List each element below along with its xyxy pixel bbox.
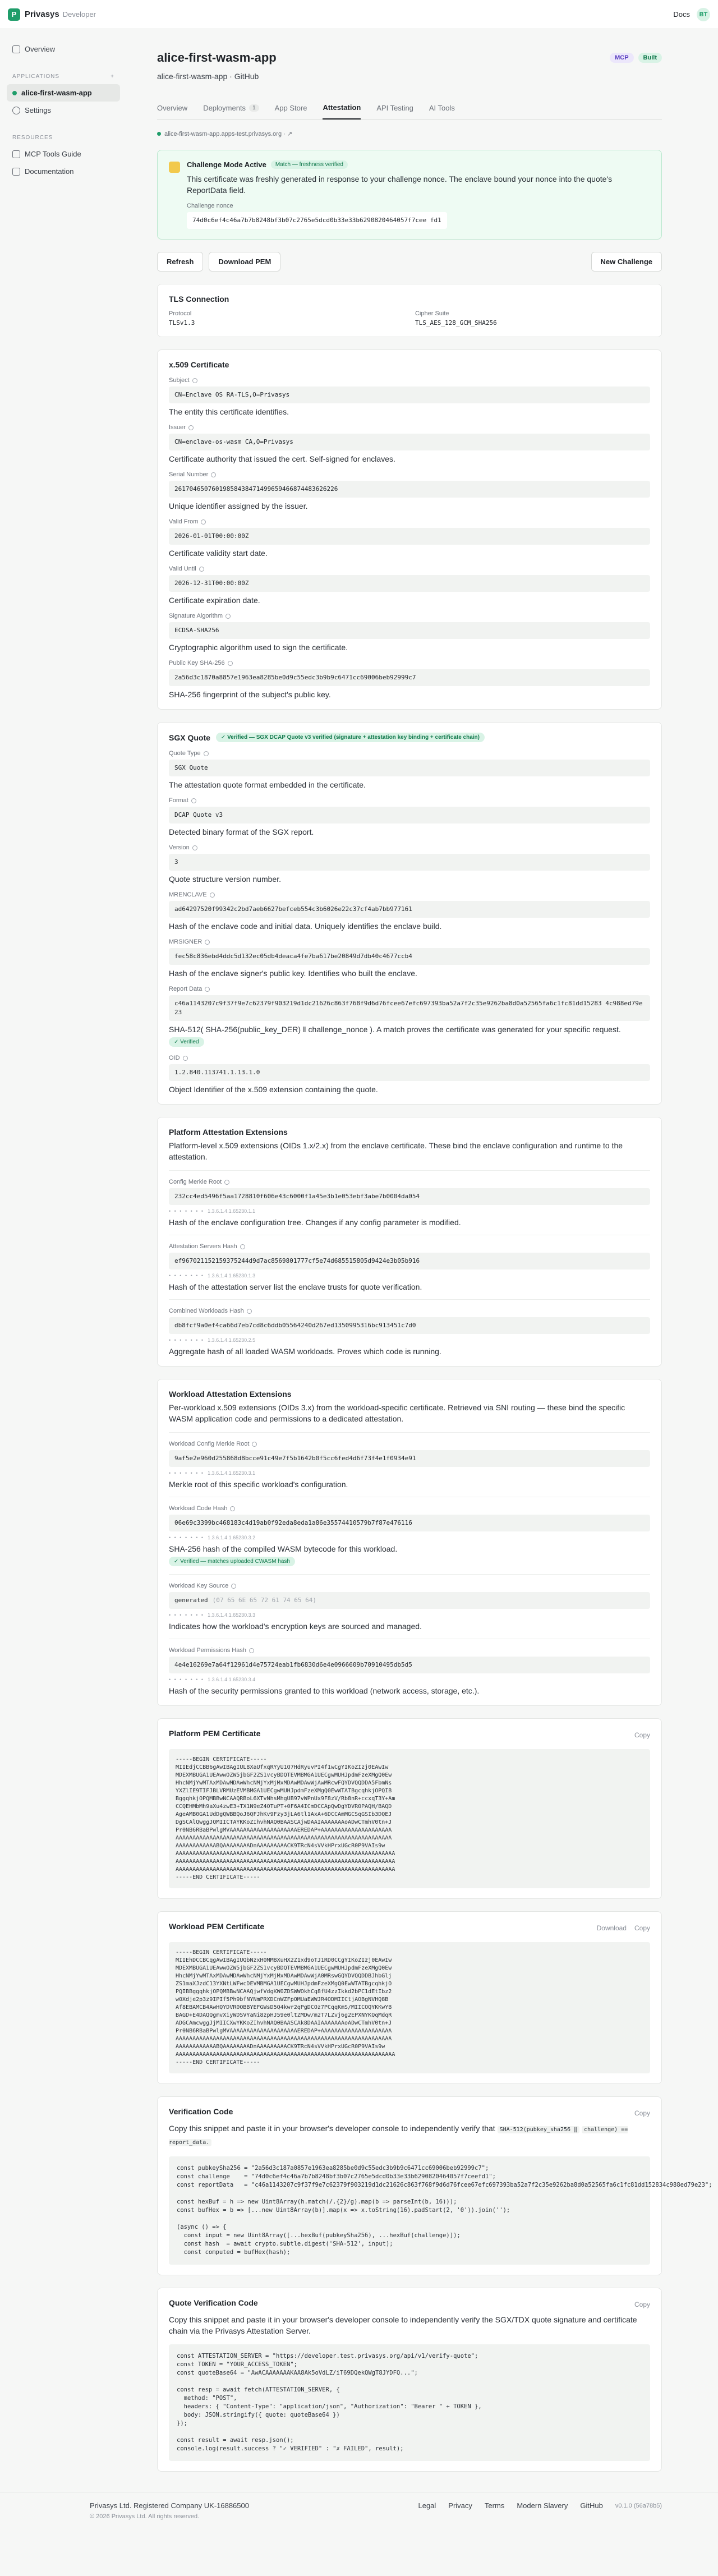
grid-icon bbox=[12, 45, 20, 53]
intro-code: SHA-512(pubkey_sha256 ‖ bbox=[498, 2126, 579, 2133]
field-block bbox=[169, 1639, 650, 1695]
quote-verification-intro: Copy this snippet and paste it in your browser's developer console to independently verify the SGX/TDX quote signature and certificate chain via the Privasys Attestation Server. bbox=[169, 2315, 637, 2335]
field-block bbox=[169, 1235, 650, 1291]
field-label-row bbox=[169, 1308, 650, 1314]
info-icon[interactable] bbox=[199, 567, 204, 572]
field-label: Serial Number bbox=[169, 471, 209, 478]
info-icon[interactable] bbox=[205, 940, 210, 945]
download-pem-button[interactable]: Download PEM bbox=[209, 252, 280, 272]
field-block bbox=[169, 660, 650, 699]
field-description: Certificate authority that issued the cert. Self-signed for enclaves. bbox=[169, 454, 395, 463]
field-value: 2026-12-31T00:00:00Z bbox=[169, 575, 650, 592]
info-icon[interactable] bbox=[228, 661, 233, 666]
copy-button[interactable]: Copy bbox=[634, 1924, 650, 1932]
quote-verified-pill: ✓ Verified — SGX DCAP Quote v3 verified (signature + attestation key binding + certificate chain) bbox=[216, 733, 485, 742]
oid-value: 1.3.6.1.4.1.65230.3.3 bbox=[208, 1612, 256, 1618]
card-intro: Per-workload x.509 extensions (OIDs 3.x) from the workload-specific certificate. Retrieved via SNI routing — these bind the specific WASM application code and permissions to a dedicated attestation. bbox=[169, 1403, 625, 1423]
field-label: Quote Type bbox=[169, 750, 201, 757]
card-intro: Platform-level x.509 extensions (OIDs 1.x/2.x) from the enclave certificate. These bind the enclave configuration and runtime to the attestation. bbox=[169, 1141, 623, 1161]
intro-code-tail: challenge) == report_data. bbox=[169, 2127, 628, 2146]
applications-section-label bbox=[12, 73, 114, 80]
info-icon[interactable] bbox=[210, 893, 215, 898]
info-icon[interactable] bbox=[201, 519, 206, 525]
field-block bbox=[169, 424, 650, 463]
field-label-row bbox=[169, 1441, 650, 1447]
field-description: Hash of the enclave configuration tree. Changes if any config parameter is modified. bbox=[169, 1218, 461, 1227]
field-label-row bbox=[169, 1647, 650, 1654]
status-badge: Built bbox=[638, 53, 662, 63]
field-description: The entity this certificate identifies. bbox=[169, 407, 289, 416]
field-label-row bbox=[169, 471, 650, 478]
tab-deployments[interactable] bbox=[203, 98, 259, 119]
resources-section-label bbox=[12, 135, 114, 141]
challenge-description: This certificate was freshly generated in response to your challenge nonce. The enclave bound your nonce into the quote's ReportData field. bbox=[187, 174, 613, 195]
field-label: Config Merkle Root bbox=[169, 1179, 222, 1185]
field-label: Workload Permissions Hash bbox=[169, 1647, 246, 1654]
field-description: Indicates how the workload's encryption keys are sourced and managed. bbox=[169, 1622, 422, 1631]
tab-bar bbox=[157, 98, 662, 120]
field-label: Valid From bbox=[169, 518, 199, 525]
card-title: x.509 Certificate bbox=[169, 360, 229, 369]
brand-name[interactable]: Privasys bbox=[25, 10, 59, 19]
workload-pem-text: -----BEGIN CERTIFICATE----- MIIEhDCCBCqgAwIBAgIUQbNzxH0MM8XuHX2Z1xd9oTJ1RD0CCgYIKoZIzj0EAwIw MDEXMBUGA1UEAwwOZW5jbGF2ZS1vcyBDQTEVMBMGA1UECgwMUHJpdmFzeXMgQ0Ew HhcNMjYwMTAxMDAwMDAwWhcNMjYxMjMxMDAwMDAwWjA0MRswGQYDVQQDDBJhbGlj ZS1maXJzdC13YXNtLWFwcDEVMBMGA1UECgwMUHJpdmFzeXMgQ0EwWTATBgcqhkjO PQIBBggqhkjOPQMBBwNCAAQjwfVdgKW0ZDSWWOkhCq8fU4zzIkkd2bPC1dEtIbz2 w0Xdje2p3z9IPIf5Ph9bfNYNmPRXDCnWZFpOMUaEWWJR4ODMIICtjAOBgNVHQ8B Af8EBAMCB4AwHQYDVR0OBBYEFGWsD5Q4kwr2qPgDCOz7PCqqKmS/MIICOQYKKwYB BAGD+E4DAQQgmvXiyWDSVYaNi8zpHJ59e0ltZMDw/m2T7LZvj6g2EPXNYKQqMdqR ADGCAmcwggJjMIICXwYKKoZIhvhNAQ0BAASCAk8DAAIAAAAAAAoADwCTmhV0tn+J Pr0NB6RBaBPwlgMVAAAAAAAAAAAAAAAAAAAAEREDAP+AAAAAAAAAAAAAAAAAAAAA AAAAAAAAAAAAAAAAAAAAAAAAAAAAAAAAAAAAAAAAAAAAAAAAAAAAAAAAAAAAAAAA AAAAAAAAAAAABQAAAAAAAADnAAAAAAAAACK9TRcN4sVVkHPrxUGcR0P9VAIs9w AAAAAAAAAAAAAAAAAAAAAAAAAAAAAAAAAAAAAAAAAAAAAAAAAAAAAAAAAAAAAAAAA -----END CERTIFICATE----- bbox=[169, 1942, 650, 2073]
tab-api-testing[interactable] bbox=[376, 98, 413, 119]
tab-attestation[interactable] bbox=[323, 98, 361, 119]
oid-value: 1.3.6.1.4.1.65230.2.5 bbox=[208, 1337, 256, 1343]
verified-pill: ✓ Verified — matches uploaded CWASM hash bbox=[169, 1557, 295, 1566]
intro-text: Copy this snippet and paste it in your browser's developer console to independently verify that bbox=[169, 2124, 495, 2133]
info-icon[interactable] bbox=[231, 1584, 236, 1589]
copy-button[interactable]: Copy bbox=[634, 1731, 650, 1739]
info-icon[interactable] bbox=[240, 1244, 245, 1249]
field-label-row bbox=[169, 1055, 650, 1061]
field-value: c46a1143207c9f37f9e7c62379f903219d1dc21626c863f768f9d6d76fcee67efc697393ba52a7f2c35e9262ba8d0a52565fa6c1fc81dd15283 4c988ed79e23 bbox=[169, 995, 650, 1021]
sidebar-item-documentation[interactable] bbox=[7, 163, 120, 180]
info-icon[interactable] bbox=[183, 1056, 188, 1061]
field-value: SGX Quote bbox=[169, 760, 650, 776]
info-icon[interactable] bbox=[191, 798, 196, 803]
sidebar-item-label: MCP Tools Guide bbox=[25, 150, 81, 158]
verification-code-card bbox=[157, 2096, 712, 2275]
oid-dots: • • • • • • • bbox=[169, 1535, 205, 1540]
footer bbox=[0, 2492, 718, 2531]
new-challenge-button[interactable]: New Challenge bbox=[591, 252, 662, 272]
field-label: Signature Algorithm bbox=[169, 613, 223, 619]
field-label: Workload Key Source bbox=[169, 1583, 229, 1589]
field-block bbox=[169, 1432, 650, 1489]
field-label: Attestation Servers Hash bbox=[169, 1243, 237, 1250]
main-content bbox=[90, 29, 718, 2554]
field-value: db8fcf9a0ef4ca66d7eb7cd8c6ddb05564240d267ed1350995316bc913451c7d0 bbox=[169, 1317, 650, 1334]
field-description: Merkle root of this specific workload's configuration. bbox=[169, 1480, 348, 1489]
field-value: 9af5e2e960d255868d8bcce91c49e7f5b1642b0f5cc6fed4d6f73f4e1f0934e91 bbox=[169, 1450, 650, 1467]
field-label-row bbox=[169, 986, 650, 992]
tls-connection-card bbox=[157, 284, 662, 337]
user-avatar[interactable]: BT bbox=[697, 8, 710, 21]
field-description: Aggregate hash of all loaded WASM workloads. Proves which code is running. bbox=[169, 1347, 441, 1356]
tab-overview[interactable] bbox=[157, 98, 187, 119]
field-description: SHA-512( SHA-256(public_key_DER) ‖ challenge_nonce ). A match proves the certificate was generated for your specific request. bbox=[169, 1025, 621, 1034]
field-label: Workload Config Merkle Root bbox=[169, 1441, 250, 1447]
mcp-badge: MCP bbox=[610, 53, 633, 63]
info-icon[interactable] bbox=[249, 1648, 254, 1653]
oid-row bbox=[169, 1470, 650, 1476]
field-label: Combined Workloads Hash bbox=[169, 1308, 244, 1314]
docs-link[interactable]: Docs bbox=[673, 10, 690, 19]
field-label-row bbox=[169, 518, 650, 525]
cipher-value: TLS_AES_128_GCM_SHA256 bbox=[415, 319, 497, 326]
tab-label: API Testing bbox=[376, 104, 413, 112]
field-label: Valid Until bbox=[169, 565, 196, 572]
platform-extensions-card bbox=[157, 1117, 662, 1367]
quote-verification-snippet[interactable]: const ATTESTATION_SERVER = "https://developer.test.privasys.org/api/v1/verify-quote"; const TOKEN = "YOUR_ACCESS_TOKEN"; const quoteBase64 = "AwACAAAAAAAKAA8Ak5oVdLZ/iT69DQekQWgT8JYDFQ..."; const resp = await fetch(ATTESTATION_SERVER, { method: "POST", headers: { "Content-Type": "application/json", "Authorization": "Bearer " + TOKEN }, body: JSON.stringify({ quote: quoteBase64 }) }); const result = await resp.json(); console.log(result.success ? "✓ VERIFIED" : "✗ FAILED", result); bbox=[169, 2344, 650, 2461]
field-description: Object Identifier of the x.509 extension containing the quote. bbox=[169, 1085, 378, 1094]
field-block bbox=[169, 471, 650, 510]
quote-verification-card bbox=[157, 2288, 662, 2472]
verification-code-snippet[interactable]: const pubkeySha256 = "2a56d3c187a0857e1963ea8285be0d9c55edc3b9b9c6471cc69006beb92999c7"; const challenge = "74d0c6ef4c46a7b7b8248bf3b07c2765e5dcd0b33e33b6290820464057f7ceefd1"; const reportData = "c46a1143207c9f37f9e7c62379f903219d1dc21626c863f768f9d6d76fcee67efc697393ba52a7f2c35e9262ba8d0a52565fa6c1fc81dd152834c988ed79e23"; const hexBuf = h => new Uint8Array(h.match(/.{2}/g).map(b => parseInt(b, 16))); const bufHex = b => [...new Uint8Array(b)].map(x => x.toString(16).padStart(2, '0')).join(''); (async () => { const input = new Uint8Array([...hexBuf(pubkeySha256), ...hexBuf(challenge)]); const hash = await crypto.subtle.digest('SHA-512', input); const computed = bufHex(hash); bbox=[169, 2156, 650, 2265]
field-block bbox=[169, 1055, 650, 1094]
field-label: OID bbox=[169, 1055, 180, 1061]
field-label: Public Key SHA-256 bbox=[169, 660, 225, 666]
top-bar bbox=[0, 0, 718, 29]
cipher-label: Cipher Suite bbox=[415, 310, 449, 317]
field-label-row bbox=[169, 750, 650, 757]
field-value: ef967021152159375244d9d7ac8569801777cf5e74d685515805d9424e3b05b916 bbox=[169, 1253, 650, 1269]
sidebar-item-label: alice-first-wasm-app bbox=[21, 89, 92, 97]
divider bbox=[169, 1299, 650, 1300]
card-title-row bbox=[169, 733, 650, 742]
privasys-logo-icon[interactable]: P bbox=[8, 8, 20, 21]
freshness-pill: Match — freshness verified bbox=[271, 160, 348, 169]
footer-link-github[interactable]: GitHub bbox=[580, 2501, 603, 2510]
challenge-title: Challenge Mode Active bbox=[187, 160, 266, 169]
tab-label: AI Tools bbox=[429, 104, 455, 112]
field-label-row bbox=[169, 1243, 650, 1250]
field-block bbox=[169, 797, 650, 836]
field-label: MRSIGNER bbox=[169, 939, 202, 945]
card-title: Quote Verification Code bbox=[169, 2298, 258, 2307]
app-url-row bbox=[157, 130, 662, 137]
footer-link-legal[interactable]: Legal bbox=[418, 2501, 436, 2510]
field-value: 2026-01-01T00:00:00Z bbox=[169, 528, 650, 545]
field-description: Hash of the security permissions granted to this workload (network access, storage, etc.). bbox=[169, 1686, 480, 1695]
info-icon[interactable] bbox=[224, 1180, 229, 1185]
field-label-row bbox=[169, 797, 650, 804]
tab-label: App Store bbox=[274, 104, 307, 112]
sidebar-item-settings[interactable] bbox=[7, 102, 120, 119]
oid-row bbox=[169, 1677, 650, 1682]
field-label-row bbox=[169, 891, 650, 898]
field-block bbox=[169, 613, 650, 652]
field-description: Quote structure version number. bbox=[169, 875, 281, 884]
oid-value: 1.3.6.1.4.1.65230.1.3 bbox=[208, 1273, 256, 1278]
field-label: Report Data bbox=[169, 986, 202, 992]
field-label-row bbox=[169, 1179, 650, 1185]
field-label: Workload Code Hash bbox=[169, 1505, 228, 1512]
sgx-quote-card bbox=[157, 722, 662, 1105]
divider bbox=[169, 1432, 650, 1433]
oid-dots: • • • • • • • bbox=[169, 1677, 205, 1682]
app-url-link[interactable]: alice-first-wasm-app.apps-test.privasys.org · ↗ bbox=[164, 131, 293, 137]
copy-button[interactable]: Copy bbox=[634, 2301, 650, 2308]
field-value: fec58c836ebd4ddc5d132ec05db4deaca4fe7ba617be20849d7db40c4677ccb4 bbox=[169, 948, 650, 965]
page-header bbox=[157, 50, 662, 65]
info-icon[interactable] bbox=[192, 378, 197, 383]
footer-link-privacy[interactable]: Privacy bbox=[448, 2501, 472, 2510]
oid-dots: • • • • • • • bbox=[169, 1273, 205, 1278]
info-icon[interactable] bbox=[230, 1506, 235, 1511]
action-buttons bbox=[157, 252, 662, 272]
version-label: v0.1.0 (56a78b5) bbox=[615, 2502, 662, 2509]
field-value: 232cc4ed5496f5aa1728810f606e43c6000f1a45e3b1e053ebf3abe7b0004da054 bbox=[169, 1188, 650, 1205]
oid-dots: • • • • • • • bbox=[169, 1470, 205, 1476]
field-block bbox=[169, 750, 650, 789]
gear-icon bbox=[12, 107, 20, 114]
field-description: Cryptographic algorithm used to sign the certificate. bbox=[169, 643, 348, 652]
field-label-row bbox=[169, 939, 650, 945]
tab-count: 1 bbox=[249, 104, 259, 112]
field-block bbox=[169, 1299, 650, 1356]
field-description: Detected binary format of the SGX report. bbox=[169, 827, 314, 836]
field-value bbox=[169, 1592, 650, 1609]
field-description: SHA-256 fingerprint of the subject's public key. bbox=[169, 690, 331, 699]
oid-dots: • • • • • • • bbox=[169, 1337, 205, 1343]
info-icon[interactable] bbox=[188, 425, 194, 430]
field-label-row bbox=[169, 424, 650, 431]
download-button[interactable]: Download bbox=[596, 1924, 627, 1932]
copy-button[interactable]: Copy bbox=[634, 2109, 650, 2117]
field-value: 26170465076019858438471499659466874483626226 bbox=[169, 481, 650, 498]
field-value: CN=enclave-os-wasm CA,O=Privasys bbox=[169, 434, 650, 450]
add-application-button[interactable]: + bbox=[111, 73, 114, 80]
footer-link-terms[interactable]: Terms bbox=[484, 2501, 505, 2510]
verified-pill: ✓ Verified bbox=[169, 1037, 204, 1047]
field-block bbox=[169, 844, 650, 884]
field-value: 1.2.840.113741.1.13.1.0 bbox=[169, 1064, 650, 1081]
field-label: Issuer bbox=[169, 424, 186, 431]
field-value-note: (07 65 6E 65 72 61 74 65 64) bbox=[212, 1597, 317, 1604]
resources-heading: RESOURCES bbox=[12, 135, 53, 141]
field-label: Subject bbox=[169, 377, 190, 384]
field-block bbox=[169, 939, 650, 978]
info-icon[interactable] bbox=[205, 987, 210, 992]
verification-intro bbox=[169, 2123, 650, 2149]
platform-pem-text: -----BEGIN CERTIFICATE----- MIIEdjCCBB6gAwIBAgIUL8XaUfxqRYyU1Q7HdRyuvPI4f1wCgYIKoZIzj0EAwIw MDEXMBUGA1UEAwwOZW5jbGF2ZS1vcyBDQTEVMBMGA1UECgwMUHJpdmFzeXMgQ0Ew HhcNMjYwMTAxMDAwMDAwWhcNMjYxMjMxMDAwMDAwWjAwMRcwFQYDVQQDDA5FbmNs YXZlIE9TIFJBLVRMUzEVMBMGA1UECgwMUHJpdmFzeXMgQ0EwWTATBgcqhkjOPQIB BggqhkjOPQMBBwNCAAQRBoL6XTvNhsMhgUB97vWPnUx9F8zV/Rb8nR+ccxqT3Y+Am CCQEHMbMh9aXu4zwE3+TX1N9eZ4OTuPT+0F6A4ICmDCCApQwDgYDVR0PAQH/BAQD AgeAMB0GA1UdDgQWBBQoJ6QFJhKv9Fzy3jLA6tl1AxA+6DCCAmMGCSqGSIb3DQEJ DgSCAlQwggJQMIICTAYKKoZIhvhNAQ0BAASCAjwDAAIAAAAAAAoADwCTmhV0tn+J Pr0NB6RBaBPwlgMVAAAAAAAAAAAAAAAAAAAAEREDAP+AAAAAAAAAAAAAAAAAAAAA AAAAAAAAAAAAAAAAAAAAAAAAAAAAAAAAAAAAAAAAAAAAAAAAAAAAAAAAAAAAAAAA AAAAAAAAAAAABQAAAAAAAADnAAAAAAAAACK9TRcN4sVVkHPrxUGcR0P9VAIs9w AAAAAAAAAAAAAAAAAAAAAAAAAAAAAAAAAAAAAAAAAAAAAAAAAAAAAAAAAAAAAAAAA AAAAAAAAAAAAAAAAAAAAAAAAAAAAAAAAAAAAAAAAAAAAAAAAAAAAAAAAAAAAAAAAA AAAAAAAAAAAAAAAAAAAAAAAAAAAAAAAAAAAAAAAAAAAAAAAAAAAAAAAAAAAAAAAAA -----END CERTIFICATE----- bbox=[169, 1749, 650, 1888]
card-title: Verification Code bbox=[169, 2107, 233, 2116]
copyright: © 2026 Privasys Ltd. All rights reserved. bbox=[90, 2513, 200, 2520]
refresh-button[interactable]: Refresh bbox=[157, 252, 203, 272]
card-title: Workload PEM Certificate bbox=[169, 1922, 265, 1931]
info-icon[interactable] bbox=[211, 472, 216, 477]
tab-app-store[interactable] bbox=[275, 98, 307, 119]
info-icon[interactable] bbox=[192, 845, 197, 850]
page-title: alice-first-wasm-app bbox=[157, 50, 277, 65]
field-label-row bbox=[169, 844, 650, 851]
card-title: Platform Attestation Extensions bbox=[169, 1128, 288, 1137]
card-title: Platform PEM Certificate bbox=[169, 1729, 261, 1738]
info-icon[interactable] bbox=[225, 614, 231, 619]
field-description: Hash of the enclave code and initial data. Uniquely identifies the enclave build. bbox=[169, 922, 442, 931]
oid-value: 1.3.6.1.4.1.65230.3.2 bbox=[208, 1535, 256, 1540]
field-value: ECDSA-SHA256 bbox=[169, 622, 650, 639]
workload-extensions-card bbox=[157, 1379, 662, 1706]
field-block bbox=[169, 986, 650, 1047]
field-description: SHA-256 hash of the compiled WASM bytecode for this workload. bbox=[169, 1544, 398, 1553]
tab-label: Deployments bbox=[203, 104, 246, 112]
sidebar-item-app[interactable] bbox=[7, 84, 120, 102]
oid-row bbox=[169, 1612, 650, 1618]
field-block bbox=[169, 565, 650, 605]
tab-ai-tools[interactable] bbox=[429, 98, 455, 119]
info-icon[interactable] bbox=[204, 751, 209, 756]
tab-label: Overview bbox=[157, 104, 188, 112]
field-value: ad64297520f99342c2bd7aeb6627befceb554c3b6026e22c37cf4ab7bb977161 bbox=[169, 901, 650, 918]
oid-dots: • • • • • • • bbox=[169, 1208, 205, 1214]
applications-heading: APPLICATIONS bbox=[12, 73, 60, 80]
brand-subtitle: Developer bbox=[62, 10, 96, 19]
field-value-text: generated bbox=[174, 1597, 208, 1604]
field-value: 06e69c3399bc468183c4d19ab0f92eda8eda1a86e35574410579b7f87e476116 bbox=[169, 1515, 650, 1531]
field-label-row bbox=[169, 1505, 650, 1512]
trophy-icon bbox=[169, 162, 180, 173]
sidebar-item-label: Settings bbox=[25, 106, 51, 114]
field-label-row bbox=[169, 565, 650, 572]
x509-certificate-card bbox=[157, 349, 662, 710]
card-title: SGX Quote bbox=[169, 733, 210, 742]
field-description: Certificate expiration date. bbox=[169, 596, 260, 605]
challenge-title-row bbox=[187, 160, 650, 169]
field-label-row bbox=[169, 660, 650, 666]
book-icon bbox=[12, 150, 20, 158]
status-dot-icon bbox=[157, 132, 161, 136]
sidebar bbox=[0, 29, 127, 2554]
oid-row bbox=[169, 1208, 650, 1214]
platform-pem-card bbox=[157, 1718, 662, 1899]
oid-row bbox=[169, 1535, 650, 1540]
card-title: TLS Connection bbox=[169, 295, 229, 303]
field-label: Format bbox=[169, 797, 188, 804]
field-value: CN=Enclave OS RA-TLS,O=Privasys bbox=[169, 387, 650, 403]
info-icon[interactable] bbox=[247, 1309, 252, 1314]
field-label-row bbox=[169, 377, 650, 384]
card-title: Workload Attestation Extensions bbox=[169, 1390, 292, 1399]
divider bbox=[169, 1574, 650, 1575]
divider bbox=[169, 1170, 650, 1171]
info-icon[interactable] bbox=[252, 1442, 257, 1447]
company-info: Privasys Ltd. Registered Company UK-16886500 bbox=[90, 2501, 249, 2510]
field-block bbox=[169, 1497, 650, 1566]
sidebar-item-label: Overview bbox=[25, 45, 56, 53]
field-label-row bbox=[169, 613, 650, 619]
protocol-value: TLSv1.3 bbox=[169, 319, 195, 326]
oid-value: 1.3.6.1.4.1.65230.3.1 bbox=[208, 1470, 256, 1476]
field-block bbox=[169, 518, 650, 558]
field-label: MRENCLAVE bbox=[169, 891, 207, 898]
field-block bbox=[169, 891, 650, 931]
page-subtitle: alice-first-wasm-app · GitHub bbox=[157, 72, 259, 81]
field-value: DCAP Quote v3 bbox=[169, 807, 650, 824]
sidebar-item-mcp-guide[interactable] bbox=[7, 145, 120, 163]
oid-row bbox=[169, 1273, 650, 1278]
tab-label: Attestation bbox=[323, 103, 361, 112]
nonce-value: 74d0c6ef4c46a7b7b8248bf3b07c2765e5dcd0b33e33b6290820464057f7cee fd1 bbox=[187, 212, 447, 229]
footer-link-modern-slavery[interactable]: Modern Slavery bbox=[517, 2501, 568, 2510]
oid-dots: • • • • • • • bbox=[169, 1612, 205, 1618]
field-description: Certificate validity start date. bbox=[169, 549, 268, 558]
field-value: 4e4e16269e7a64f12961d4e75724eab1fb6830d6e4e0966609b70910495db5d5 bbox=[169, 1657, 650, 1673]
field-value: 3 bbox=[169, 854, 650, 871]
field-description: The attestation quote format embedded in the certificate. bbox=[169, 780, 366, 789]
protocol-label: Protocol bbox=[169, 310, 192, 317]
challenge-mode-banner bbox=[157, 150, 662, 240]
field-value: 2a56d3c1870a8857e1963ea8285be0d9c55edc3b9b9c6471cc69006beb92999c7 bbox=[169, 669, 650, 686]
app-status-dot-icon bbox=[12, 91, 17, 95]
sidebar-item-label: Documentation bbox=[25, 167, 74, 176]
field-block bbox=[169, 377, 650, 416]
document-icon bbox=[12, 168, 20, 176]
field-description: Hash of the attestation server list the enclave trusts for quote verification. bbox=[169, 1282, 422, 1291]
field-block bbox=[169, 1170, 650, 1227]
sidebar-item-overview[interactable] bbox=[7, 40, 120, 58]
oid-value: 1.3.6.1.4.1.65230.3.4 bbox=[208, 1677, 256, 1682]
field-block bbox=[169, 1574, 650, 1631]
oid-value: 1.3.6.1.4.1.65230.1.1 bbox=[208, 1208, 256, 1214]
field-label: Version bbox=[169, 844, 190, 851]
field-label-row bbox=[169, 1583, 650, 1589]
field-description: Hash of the enclave signer's public key. Identifies who built the enclave. bbox=[169, 969, 417, 978]
nonce-label: Challenge nonce bbox=[187, 203, 233, 209]
field-description: Unique identifier assigned by the issuer. bbox=[169, 502, 308, 510]
workload-pem-card bbox=[157, 1911, 662, 2084]
oid-row bbox=[169, 1337, 650, 1343]
